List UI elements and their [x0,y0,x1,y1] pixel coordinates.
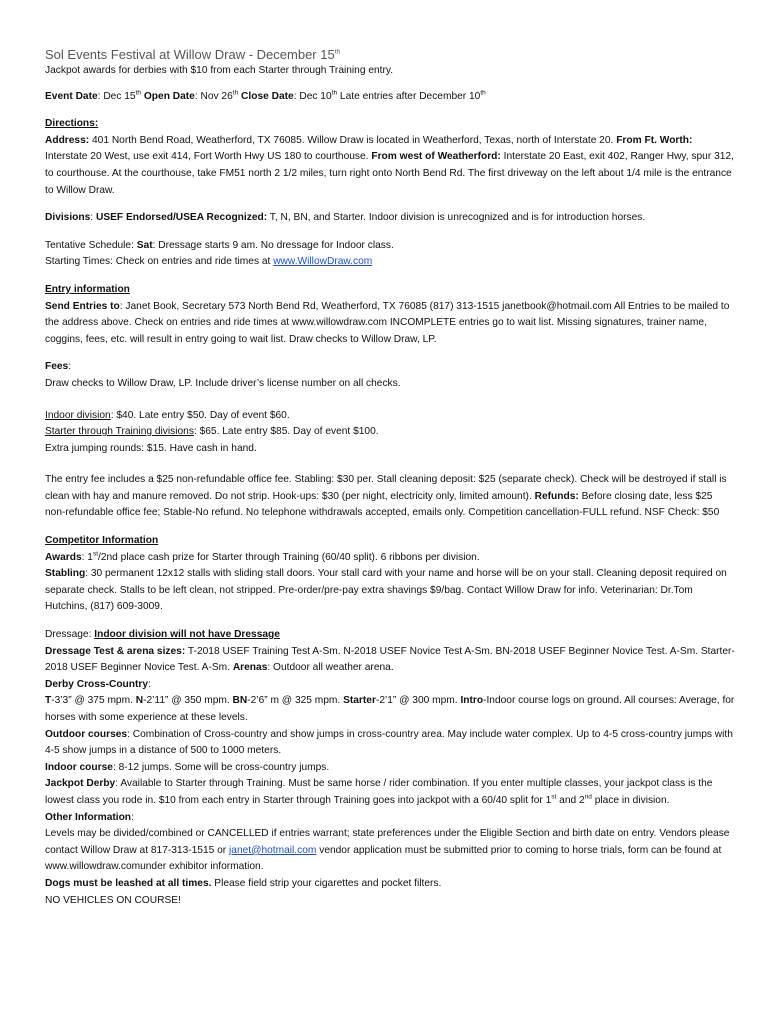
saturday-label: Sat [136,239,153,251]
event-date-sup: th [135,89,142,97]
dogs-label: Dogs must be leashed at all times. [45,877,212,889]
level-starter-label: Starter [343,695,376,707]
derby-levels [45,693,735,726]
fees-heading [45,359,735,376]
indoor-course-label: Indoor course [45,761,113,773]
level-intro-text: -Indoor course logs on ground. All courses: Average, for horses with some experience at these levels. [45,695,735,723]
jackpot-derby [45,776,735,809]
address-text: 401 North Bend Road, Weatherford, TX 76085. Willow Draw is located in Weatherford, Texas, north of Interstate 20. [89,134,617,146]
close-date-label: Close Date [241,90,294,102]
refunds-label: Refunds: [534,490,579,502]
jackpot-end: place in division. [591,794,670,806]
other-info-label: Other Information [45,811,132,823]
outdoor-courses-text: : Combination of Cross-country and show jumps in cross-country area. May include water complex. Up to 4-5 cross-country jumps with 4-5 show jumps in a distance of 500 to 1000 meters. [45,728,733,757]
dogs-text: Please field strip your cigarettes and pocket filters. [211,877,442,889]
jackpot-sup-2: nd [584,793,592,801]
fees-details [45,472,735,522]
schedule-prefix: Tentative Schedule: [45,239,137,251]
open-date-label: Open Date [143,90,195,102]
document-page [45,46,735,909]
vendor-text: vendor application must be submitted prior to coming to horse trials, form can be found at www.willowdraw.comunder exhibitor information. [45,844,722,873]
jackpot-sup-1: st [551,793,557,801]
dressage-tests-label: Dressage Test & arena sizes: [45,645,186,657]
jackpot-derby-text: : Available to Starter through Training. Must be same horse / rider combination. If you enter multiple classes, your jackpot class is the lowest class you rode in. $10 from each entry in Starter through Training goes into jackpot with a 60/40 split for 1 [45,778,713,806]
level-bn-label: BN [232,695,248,707]
dressage-tests-text: T-2018 USEF Training Test A-Sm. N-2018 USEF Novice Test A-Sm. BN-2018 USEF Beginner Novice Test. A-Sm. Starter-2018 USEF Beginner Novice Test. A-Sm. [45,645,735,674]
indoor-course [45,760,735,777]
level-n-text: -2’11” @ 350 mpm. [143,695,233,707]
divisions-text: T, N, BN, and Starter. Indoor division is unrecognized and is for introduction horses. [267,212,646,224]
level-intro-label: Intro [460,695,484,707]
outdoor-courses-label: Outdoor courses [45,728,128,740]
level-bn-text: -2’6” m @ 325 mpm. [247,695,344,707]
other-info-heading [45,810,735,827]
title-superscript: th [334,48,341,56]
email-link[interactable]: janet@hotmail.com [229,844,317,856]
starting-times [45,254,735,271]
dressage-heading [45,627,735,644]
entry-heading: Entry information [45,283,130,295]
awards-sup: st [92,550,99,558]
indoor-course-text: : 8-12 jumps. Some will be cross-country jumps. [112,761,330,773]
from-west-label: From west of Weatherford: [371,151,501,163]
tentative-schedule [45,238,735,255]
dressage-prefix: Dressage: [45,629,95,641]
open-date-sup: th [232,89,239,97]
page-title [45,46,735,63]
directions-paragraph [45,133,735,199]
fees-colon: : [68,361,72,373]
derby-colon: : [148,678,151,690]
level-t-label: T [45,695,52,707]
level-n-label: N [135,695,144,707]
close-date-value: : Dec 10 [293,90,332,102]
stabling-label: Stabling [45,568,86,580]
from-ft-worth-text: Interstate 20 West, use exit 414, Fort Worth Hwy US 180 to courthouse. [45,151,372,163]
starter-division-label: Starter through Training divisions [45,426,194,438]
divisions-colon: : [90,212,96,224]
open-date-value: : Nov 26 [194,90,233,102]
awards-line [45,550,735,567]
jackpot-mid: and 2 [556,794,585,806]
other-info-colon: : [131,811,134,823]
from-west-text: Interstate 20 East, exit 402, Ranger Hwy, spur 312, to courthouse. At the courthouse, take FM51 north 2 1/2 miles, turn right onto North Bend Rd. The first driveway on the left about 1/4 mile is the entrance to Willow Draw. [45,151,734,196]
close-date-sup: th [331,89,338,97]
indoor-division-label: Indoor division [45,409,111,421]
awards-label: Awards [45,551,82,563]
subtitle: Jackpot awards for derbies with $10 from each Starter through Training entry. [45,65,394,76]
levels-text: Levels may be divided/combined or CANCELLED if entries warrant; state preferences under the Eligible Section and birth date on entry. Vendors please contact Willow Draw at 817-313-1515 or [45,828,730,856]
starter-division-text: : $65. Late entry $85. Day of event $100. [193,426,379,438]
awards-text: /2nd place cash prize for Starter through Training (60/40 split). 6 ribbons per division. [98,551,480,563]
no-vehicles: NO VEHICLES ON COURSE! [45,894,181,906]
divisions-label: Divisions [45,212,91,224]
competitor-heading: Competitor Information [45,535,159,547]
send-entries-label: Send Entries to [45,300,120,312]
dressage-indoor-note: Indoor division will not have Dressage [94,629,280,641]
awards-pre: : 1 [81,551,93,563]
directions-heading: Directions: [45,118,99,130]
indoor-division-text: : $40. Late entry $50. Day of event $60. [110,409,290,421]
saturday-text: : Dressage starts 9 am. No dressage for Indoor class. [152,239,394,251]
entry-paragraph [45,299,735,349]
arenas-label: Arenas [232,662,268,674]
from-ft-worth-label: From Ft. Worth: [616,134,693,146]
arenas-text: : Outdoor all weather arena. [267,662,394,674]
stabling-text: : 30 permanent 12x12 stalls with sliding stall doors. Your stall card with your name and horse will be on your stall. Cleaning deposit required on separate check. Stalls to be left clean, not stripped. Pre-order/pre-pay extra shavings $9/bag. Contact Willow Draw for info. Veterinarian: Dr.Tom Hutchins, (817) 609-3009. [45,568,727,613]
derby-heading [45,677,735,694]
dressage-tests [45,644,735,677]
indoor-fee [45,408,735,425]
level-t-text: -3’3” @ 375 mpm. [51,695,136,707]
jackpot-derby-label: Jackpot Derby [45,778,116,790]
fees-label: Fees [45,361,69,373]
starting-times-text: Starting Times: Check on entries and ride times at [45,256,274,268]
website-link[interactable]: www.WillowDraw.com [273,256,373,268]
divisions-paragraph [45,210,735,227]
dogs-line [45,876,735,893]
event-date-value: : Dec 15 [97,90,136,102]
send-entries-text: : Janet Book, Secretary 573 North Bend Rd, Weatherford, TX 76085 (817) 313-1515 janetbook@hotmail.com All Entries to be mailed to the address above. Check on entries and ride times at www.willowdraw.com INCOMPLETE entries go to wait list. Missing signatures, trainer name, coggins, fees, etc. will result in entry going to wait list. Draw checks to Willow Draw, LP. [45,300,730,345]
title-text: Sol Events Festival at Willow Draw - December 15 [45,47,335,62]
late-entries-text: Late entries after December 10 [337,90,481,102]
extra-rounds: Extra jumping rounds: $15. Have cash in hand. [45,442,257,454]
starter-fee [45,424,735,441]
derby-label: Derby Cross-Country [45,678,149,690]
dates-line [45,89,735,106]
stabling-paragraph [45,566,735,616]
outdoor-courses [45,727,735,760]
other-info-paragraph [45,826,735,876]
address-label: Address: [45,134,90,146]
late-entries-sup: th [480,89,486,97]
level-starter-text: -2’1” @ 300 mpm. [375,695,461,707]
event-date-label: Event Date [45,90,98,102]
refunds-text: Before closing date, less $25 non-refundable office fee; Stable-No refund. No telephone withdrawals accepted, emails only. Competition cancellation-FULL refund. NSF Check: $50 [45,490,720,519]
recognized-label: USEF Endorsed/USEA Recognized: [95,212,268,224]
fees-checks: Draw checks to Willow Draw, LP. Include driver’s license number on all checks. [45,377,401,389]
entry-fee-text: The entry fee includes a $25 non-refundable office fee. Stabling: $30 per. Stall cleaning deposit: $25 (separate check). Check will be destroyed if stall is clean with hay and manure removed. Do not strip. Hook-ups: $30 (per night, electricity only, limited amount). [45,474,727,502]
